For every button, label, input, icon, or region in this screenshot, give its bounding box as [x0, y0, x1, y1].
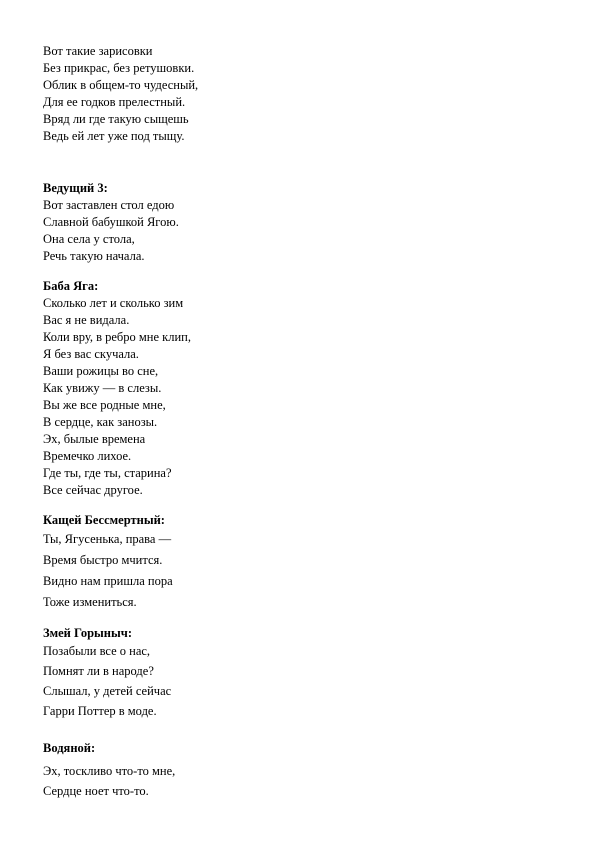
poem-line: Эх, былые времена — [43, 432, 146, 446]
poem-line: Вот заставлен стол едою — [43, 198, 175, 212]
poem-line: Помнят ли в народе? — [43, 664, 154, 678]
poem-line: Я без вас скучала. — [43, 347, 139, 361]
poem-line: Вряд ли где такую сыщешь — [43, 112, 189, 126]
poem-line: В сердце, как занозы. — [43, 415, 158, 429]
poem-line: Ведь ей лет уже под тыщу. — [43, 129, 185, 143]
poem-line: Ваши рожицы во сне, — [43, 364, 159, 378]
speaker-heading-vodyanoy: Водяной: — [43, 741, 96, 755]
poem-line: Сколько лет и сколько зим — [43, 296, 184, 310]
speaker-heading-vedushchiy-3: Ведущий 3: — [43, 181, 108, 195]
poem-line: Времечко лихое. — [43, 449, 132, 463]
poem-line: Где ты, где ты, старина? — [43, 466, 172, 480]
poem-line: Облик в общем-то чудесный, — [43, 78, 199, 92]
poem-line: Сердце ноет что-то. — [43, 784, 149, 798]
poem-line: Время быстро мчится. — [43, 553, 163, 567]
poem-line: Слышал, у детей сейчас — [43, 684, 172, 698]
poem-line: Вы же все родные мне, — [43, 398, 166, 412]
speaker-heading-kashchey: Кащей Бессмертный: — [43, 513, 165, 527]
poem-line: Славной бабушкой Ягою. — [43, 215, 179, 229]
poem-line: Речь такую начала. — [43, 249, 145, 263]
poem-line: Она села у стола, — [43, 232, 135, 246]
poem-line: Все сейчас другое. — [43, 483, 143, 497]
poem-line: Вас я не видала. — [43, 313, 130, 327]
poem-line: Как увижу — в слезы. — [43, 381, 162, 395]
poem-line: Видно нам пришла пора — [43, 574, 173, 588]
poem-line: Тоже измениться. — [43, 595, 137, 609]
poem-line: Вот такие зарисовки — [43, 44, 153, 58]
poem-line: Без прикрас, без ретушовки. — [43, 61, 195, 75]
speaker-heading-baba-yaga: Баба Яга: — [43, 279, 99, 293]
poem-line: Позабыли все о нас, — [43, 644, 151, 658]
poem-line: Эх, тоскливо что-то мне, — [43, 764, 176, 778]
speaker-heading-zmey: Змей Горыныч: — [43, 626, 132, 640]
poem-line: Ты, Ягусенька, права — — [43, 532, 172, 546]
poem-line: Гарри Поттер в моде. — [43, 704, 157, 718]
poem-line: Для ее годков прелестный. — [43, 95, 186, 109]
poem-line: Коли вру, в ребро мне клип, — [43, 330, 191, 344]
